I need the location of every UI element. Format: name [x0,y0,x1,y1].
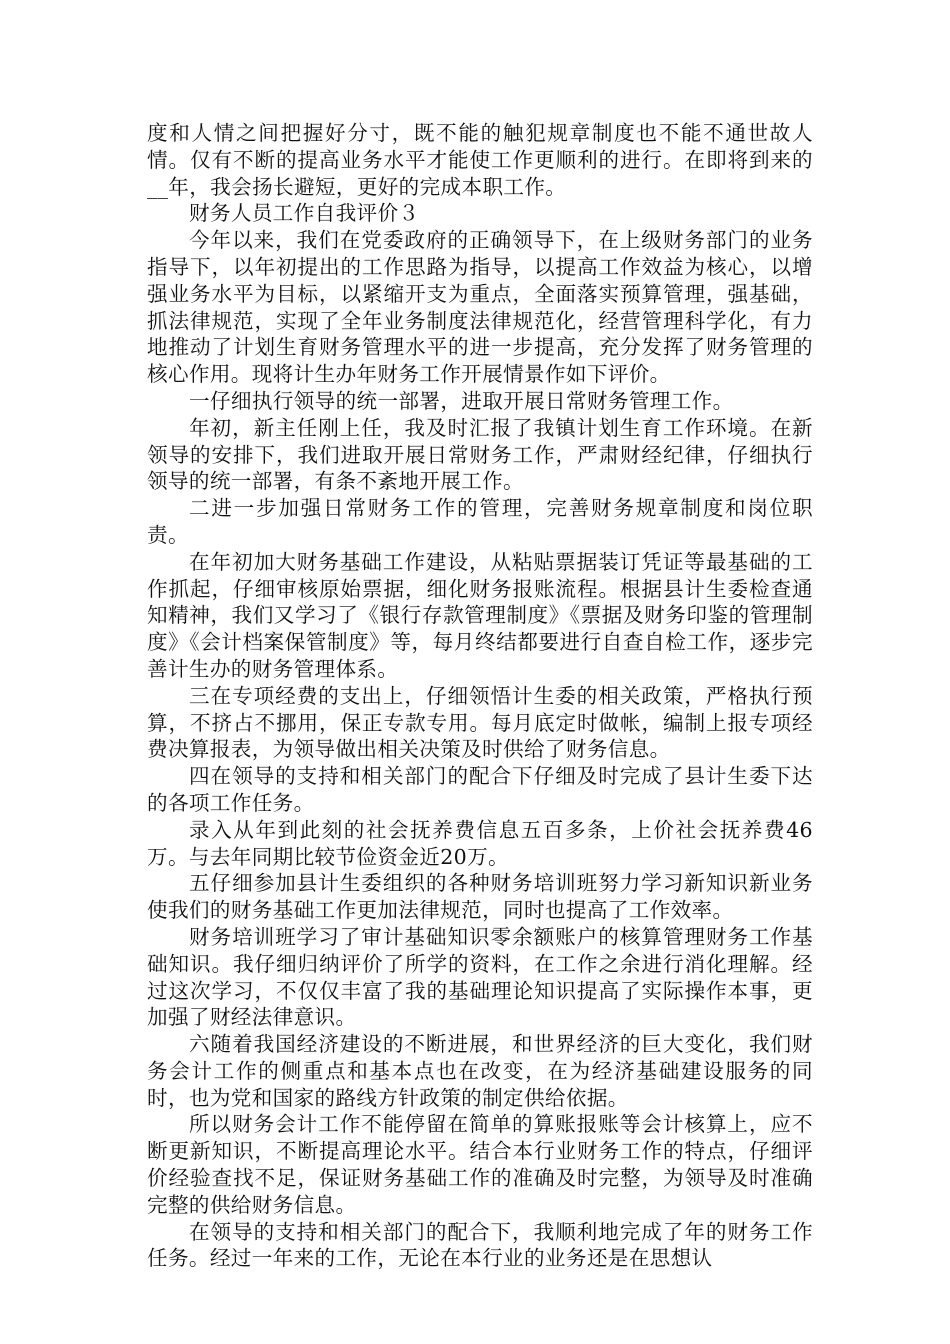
paragraph: 所以财务会计工作不能停留在简单的算账报账等会计核算上，应不断更新知识，不断提高理论水平。结合本行业财务工作的特点，仔细评价经验查找不足，保证财务基础工作的准确及时完整，为领导及时准确完整的供给财务信息。 [147,1112,813,1217]
paragraph: 在年初加大财务基础工作建设，从粘贴票据装订凭证等最基础的工作抓起，仔细审核原始票据，细化财务报账流程。根据县计生委检查通知精神，我们又学习了《银行存款管理制度》《票据及财务印鉴的管理制度》《会计档案保管制度》等，每月终结都要进行自查自检工作，逐步完善计生办的财务管理体系。 [147,549,813,681]
paragraph-point-5: 五仔细参加县计生委组织的各种财务培训班努力学习新知识新业务使我们的财务基础工作更加法律规范，同时也提高了工作效率。 [147,871,813,923]
paragraph-point-1: 一仔细执行领导的统一部署，进取开展日常财务管理工作。 [189,388,734,413]
section-heading: 财务人员工作自我评价３ [189,201,420,226]
paragraph-point-4: 四在领导的支持和相关部门的配合下仔细及时完成了县计生委下达的各项工作任务。 [147,764,813,815]
paragraph-continuation: 度和人情之间把握好分寸，既不能的触犯规章制度也不能不通世故人情。仅有不断的提高业务水平才能使工作更顺利的进行。在即将到来的__年，我会扬长避短，更好的完成本职工作。 [147,121,813,199]
paragraph: 录入从年到此刻的社会抚养费信息五百多条，上价社会抚养费46万。与去年同期比较节俭资金近20万。 [147,817,813,869]
paragraph-truncated: 在领导的支持和相关部门的配合下，我顺利地完成了年的财务工作任务。经过一年来的工作，无论在本行业的业务还是在思想认 [147,1219,813,1271]
paragraph: 财务培训班学习了审计基础知识零余额账户的核算管理财务工作基础知识。我仔细归纳评价了所学的资料，在工作之余进行消化理解。经过这次学习，不仅仅丰富了我的基础理论知识提高了实际操作本事，更加强了财经法律意识。 [147,924,813,1030]
paragraph-point-2: 二进一步加强日常财务工作的管理，完善财务规章制度和岗位职责。 [147,496,813,547]
paragraph: 年初，新主任刚上任，我及时汇报了我镇计划生育工作环境。在新领导的安排下，我们进取开展日常财务工作，严肃财经纪律，仔细执行领导的统一部署，有条不紊地开展工作。 [147,415,813,494]
document-body [147,120,813,1272]
paragraph-point-6: 六随着我国经济建设的不断进展，和世界经济的巨大变化，我们财务会计工作的侧重点和基本点也在改变，在为经济基础建设服务的同时，也为党和国家的路线方针政策的制定供给依据。 [147,1032,813,1110]
paragraph-point-3: 三在专项经费的支出上，仔细领悟计生委的相关政策，严格执行预算，不挤占不挪用，保正专款专用。每月底定时做帐，编制上报专项经费决算报表，为领导做出相关决策及时供给了财务信息。 [147,683,813,762]
paragraph: 今年以来，我们在党委政府的正确领导下，在上级财务部门的业务指导下，以年初提出的工作思路为指导，以提高工作效益为核心，以增强业务水平为目标，以紧缩开支为重点，全面落实预算管理，强基础，抓法律规范，实现了全年业务制度法律规范化，经营管理科学化，有力地推动了计划生育财务管理水平的进一步提高，充分发挥了财务管理的核心作用。现将计生办年财务工作开展情景作如下评价。 [147,228,813,387]
